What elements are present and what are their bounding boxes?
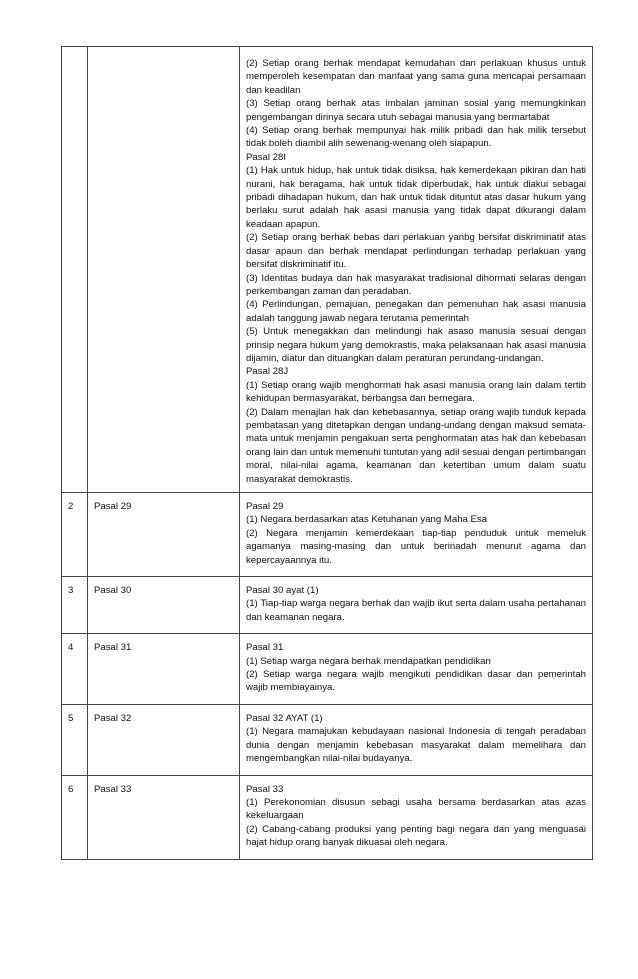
article-heading: Pasal 30 ayat (1) — [246, 585, 319, 597]
clause-text: (1) Tiap-tiap warga negara berhak dan wajib ikut serta dalam usaha pertahanan dan keamanan negara. — [246, 598, 586, 623]
article-cell: Pasal 30 — [88, 577, 240, 634]
clause-text: (3) Identitas budaya dan hak masyarakat tradisional dihormati selaras dengan perkembangan zaman dan peradaban. — [246, 272, 586, 297]
clause-text: (2) Dalam menajlan hak dan kebebasannya, setiap orang wajib tunduk kepada pembatasan yang ditetapkan dengan undang-undang dengan maksud semata-mata untuk menjamin pengakuan serta penghormatan atas hak dan kebebasan orang lain dan untuk memenuhi tuntutan yang adil sesuai dengan pertimbangan moral, nilai-nilai agama, keamanan dan ketertiban umum dalam suatu masyarakat demokrastis. — [246, 406, 586, 485]
clause-text: (4) Setiap orang berhak mempunyai hak milik pribadi dan hak milik tersebut tidak boleh diambil alih sewenang-wenang oleh siapapun. — [246, 125, 586, 150]
clause-text: (4) Perlindungan, pemajuan, penegakan dan pemenuhan hak asasi manusia adalah tanggung jawab negara terutama pemerintah — [246, 299, 586, 324]
table-row — [62, 634, 593, 705]
article-cell: Pasal 29 — [88, 493, 240, 577]
clause-text: (1) Setiap orang wajib menghormati hak asasi manusia orang lain dalam tertib kehidupan bermasyarakat, berbangsa dan bernegara. — [246, 379, 586, 405]
article-heading: Pasal 29 — [246, 501, 284, 512]
row-number-cell — [62, 47, 88, 493]
table-row — [62, 775, 593, 859]
row-number-cell: 4 — [62, 634, 88, 705]
clause-text: (1) Negara berdasarkan atas Ketuhanan yang Maha Esa — [246, 514, 488, 526]
article-heading: Pasal 32 AYAT (1) — [246, 712, 323, 724]
clause-text: (1) Negara mamajukan kebudayaan nasional Indonesia di tengah peradaban dunia dengan menjamin kebebasan masyarakat dalam memelihara dan mengembangkan nilai-nilai budayanya. — [246, 726, 586, 765]
table-row — [62, 493, 593, 577]
row-number-cell: 6 — [62, 775, 88, 859]
article-cell: Pasal 31 — [88, 634, 240, 705]
article-heading: Pasal 33 — [246, 783, 284, 795]
row-number-cell: 3 — [62, 577, 88, 634]
article-heading: Pasal 28I — [246, 151, 287, 163]
article-text-cell — [240, 493, 593, 577]
article-cell: Pasal 33 — [88, 775, 240, 859]
article-cell: Pasal 32 — [88, 704, 240, 775]
clause-text: (5) Untuk menegakkan dan melindungi hak asaso manusia sesuai dengan prinsip negara hukum yang demokrastis, maka pelaksanaan hak asasi manusia dijamin, diatur dan dituangkan dalam peraturan perundang-undangan. — [246, 326, 586, 364]
clause-text: (2) Setiap warga negara wajib mengikuti pendidikan dasar dan pemerintah wajib membiayainya. — [246, 669, 586, 694]
clause-text: (2) Setiap orang berhak mendapat kemudahan dan perlakuan khusus untuk memperoleh kesempatan dan manfaat yang sama guna mencapai persamaan dan keadilan — [246, 58, 586, 96]
article-heading: Pasal 28J — [246, 366, 289, 378]
row-number-cell: 2 — [62, 493, 88, 577]
clause-text: (2) Negara menjamin kemerdekaan tiap-tiap penduduk untuk memeluk agamanya masing-masing dan untuk berinadah menurut agama dan kepercayaannya itu. — [246, 527, 586, 566]
clause-text: (2) Cabang-cabang produksi yang penting bagi negara dan yang menguasai hajat hidup orang banyak dikuasai oleh negara. — [246, 823, 586, 849]
clause-text: (3) Setiap orang berhak atas imbalan jaminan sosial yang memungkinkan pengembangan dirinya secara utuh sebagai manusia yang bermartabat — [246, 98, 586, 123]
article-text-cell — [240, 704, 593, 775]
articles-table — [61, 46, 593, 860]
article-text-cell — [240, 775, 593, 859]
clause-text: (1) Setiap warga negara berhak mendapatkan pendidikan — [246, 655, 491, 667]
row-number-cell: 5 — [62, 704, 88, 775]
table-row — [62, 577, 593, 634]
table-row-continued — [62, 47, 593, 493]
clause-text: (1) Hak untuk hidup, hak untuk tidak disiksa, hak kemerdekaan pikiran dan hati nurani, hak beragama, hak untuk tidak diperbudak, hak untuk diakui sebagai pribadi dihadapan hukum, dan hak untuk tidak dituntut atas dasar hukum yang berlaku surut adalah hak asasi manusia yang tidak dapat dikurangi dalam keadaan apapun. — [246, 165, 586, 230]
clause-text: (1) Perekonomian disusun sebagi usaha bersama berdasarkan atas azas kekeluargaan — [246, 796, 586, 822]
article-cell — [88, 47, 240, 493]
article-text-cell — [240, 634, 593, 705]
clause-text: (2) Setiap orang berhak bebas dari perlakuan yanbg bersifat diskriminatif atas dasar apaun dan berhak mendapat perlindungan terhadap perlakuan yang bersifat diskriminatif itu. — [246, 232, 586, 271]
table-row — [62, 704, 593, 775]
article-text-cell — [240, 47, 593, 493]
article-heading: Pasal 31 — [246, 642, 284, 654]
article-text-cell — [240, 577, 593, 634]
